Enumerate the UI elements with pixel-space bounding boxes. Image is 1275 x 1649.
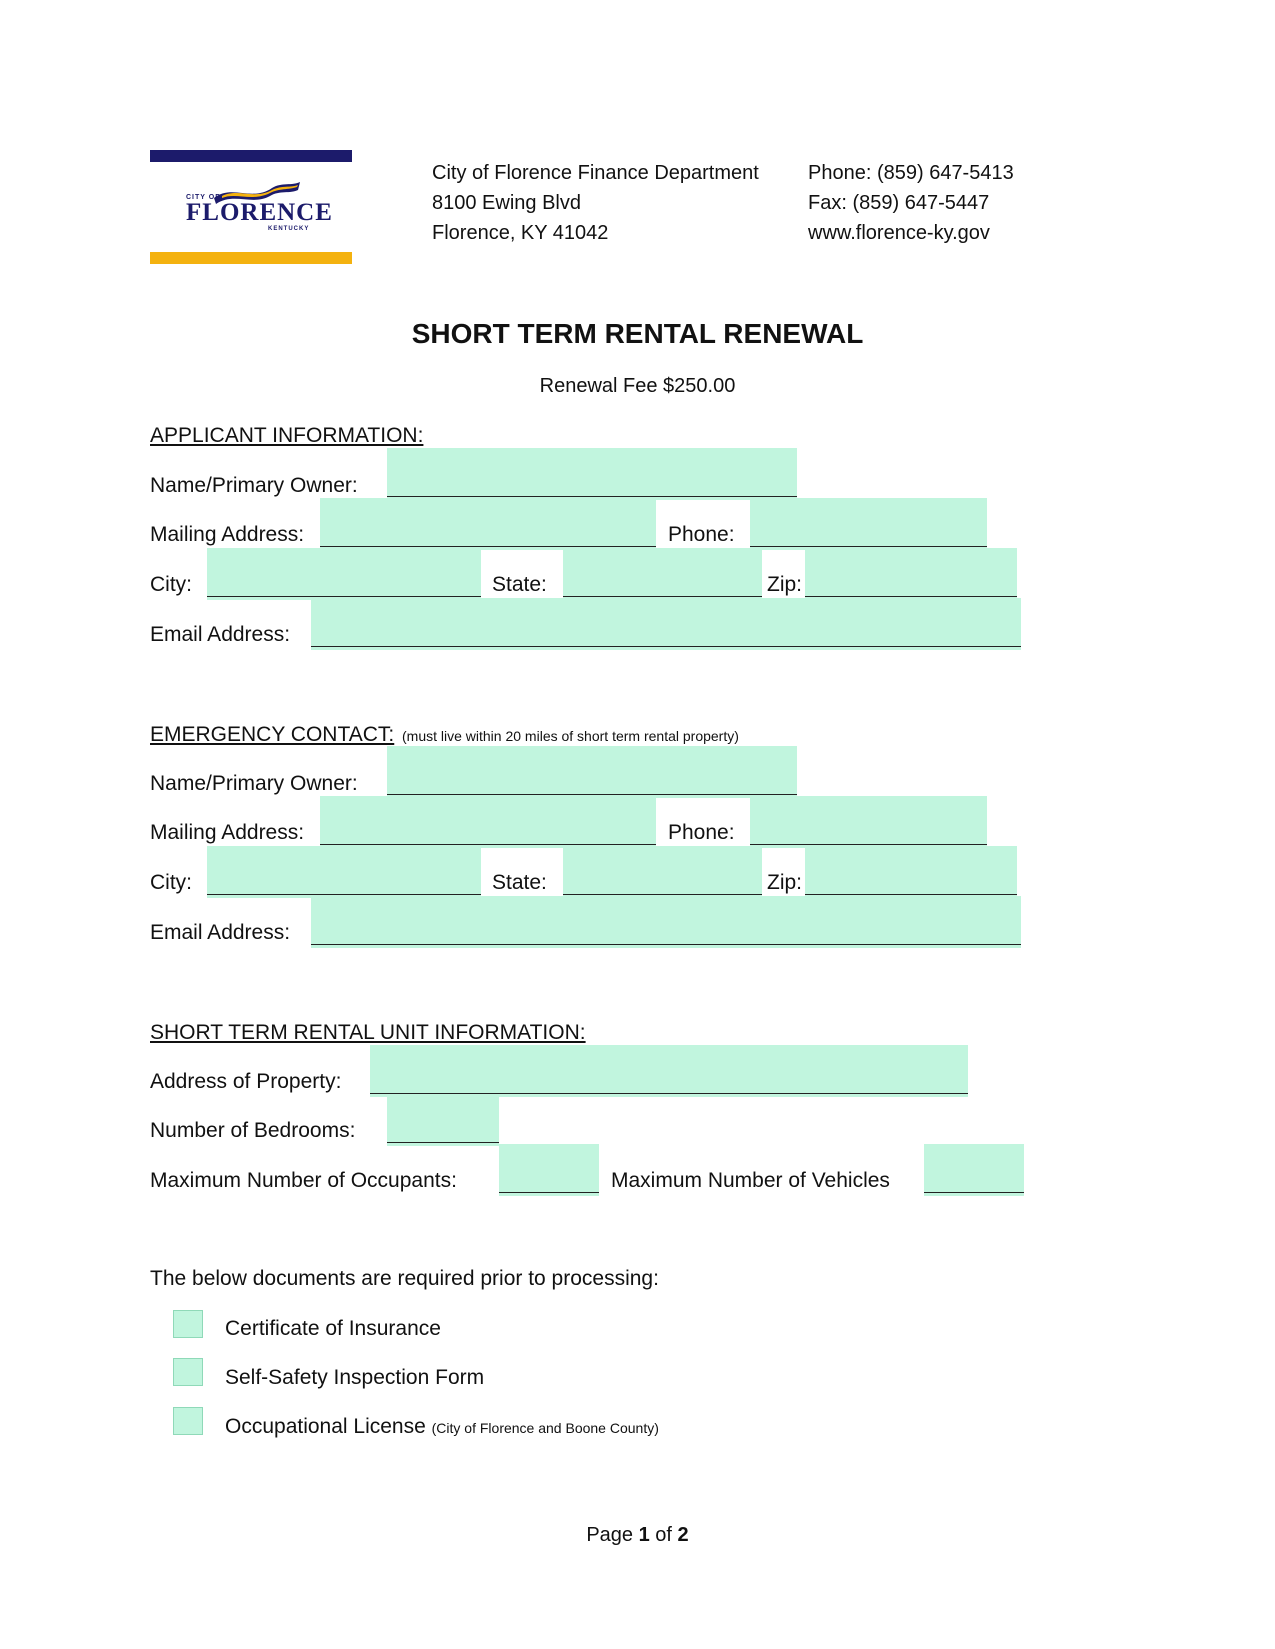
applicant-name-field[interactable] bbox=[387, 448, 797, 500]
bedrooms-field[interactable] bbox=[387, 1094, 499, 1146]
emergency-state-field[interactable] bbox=[563, 846, 762, 898]
emergency-note: (must live within 20 miles of short term rental property) bbox=[402, 728, 739, 744]
applicant-name-label: Name/Primary Owner: bbox=[150, 474, 358, 497]
applicant-heading: APPLICANT INFORMATION: bbox=[150, 424, 424, 447]
inspection-label: Self-Safety Inspection Form bbox=[225, 1366, 485, 1389]
vehicles-label: Maximum Number of Vehicles bbox=[611, 1169, 890, 1192]
license-note: (City of Florence and Boone County) bbox=[431, 1420, 659, 1436]
emergency-city-field[interactable] bbox=[207, 846, 481, 898]
emergency-zip-field[interactable] bbox=[805, 846, 1017, 898]
logo-city-of: CITY OF bbox=[186, 194, 221, 201]
page-indicator bbox=[0, 1524, 1275, 1547]
emergency-state-label: State: bbox=[492, 871, 547, 894]
inspection-checkbox[interactable] bbox=[173, 1358, 203, 1386]
applicant-city-label: City: bbox=[150, 573, 192, 596]
emergency-city-label: City: bbox=[150, 871, 192, 894]
city-logo bbox=[150, 150, 352, 264]
applicant-phone-field[interactable] bbox=[750, 498, 987, 550]
bedrooms-label: Number of Bedrooms: bbox=[150, 1119, 356, 1142]
insurance-checkbox[interactable] bbox=[173, 1310, 203, 1338]
page-total: 2 bbox=[677, 1524, 689, 1546]
emergency-email-field[interactable] bbox=[311, 896, 1021, 948]
street-address: 8100 Ewing Blvd bbox=[432, 192, 581, 214]
property-address-label: Address of Property: bbox=[150, 1070, 342, 1093]
applicant-email-label: Email Address: bbox=[150, 623, 291, 646]
applicant-mailing-field[interactable] bbox=[320, 498, 656, 550]
emergency-phone-label: Phone: bbox=[668, 821, 735, 844]
of-word: of bbox=[655, 1524, 672, 1546]
logo-state: KENTUCKY bbox=[268, 226, 310, 232]
emergency-mailing-label: Mailing Address: bbox=[150, 821, 305, 844]
logo-gold-bar bbox=[150, 252, 352, 264]
logo-navy-bar bbox=[150, 150, 352, 162]
applicant-mailing-label: Mailing Address: bbox=[150, 523, 305, 546]
emergency-zip-label: Zip: bbox=[767, 871, 803, 894]
logo-wordmark: FLORENCE bbox=[186, 199, 333, 226]
license-row bbox=[225, 1414, 659, 1441]
emergency-name-field[interactable] bbox=[387, 746, 797, 798]
vehicles-field[interactable] bbox=[924, 1144, 1024, 1196]
unit-heading: SHORT TERM RENTAL UNIT INFORMATION: bbox=[150, 1021, 586, 1044]
renewal-fee: Renewal Fee $250.00 bbox=[539, 375, 736, 397]
phone-number: Phone: (859) 647-5413 bbox=[808, 162, 1014, 184]
emergency-mailing-field[interactable] bbox=[320, 796, 656, 848]
website-link[interactable]: www.florence-ky.gov bbox=[808, 222, 990, 244]
page-current: 1 bbox=[638, 1524, 650, 1546]
applicant-zip-label: Zip: bbox=[767, 573, 803, 596]
applicant-zip-field[interactable] bbox=[805, 548, 1017, 600]
emergency-email-label: Email Address: bbox=[150, 921, 291, 944]
emergency-heading: EMERGENCY CONTACT: bbox=[150, 723, 395, 746]
department-name: City of Florence Finance Department bbox=[432, 162, 759, 184]
occupants-field[interactable] bbox=[499, 1144, 599, 1196]
applicant-email-field[interactable] bbox=[311, 598, 1021, 650]
emergency-name-label: Name/Primary Owner: bbox=[150, 772, 358, 795]
form-title: SHORT TERM RENTAL RENEWAL bbox=[411, 318, 864, 349]
occupants-label: Maximum Number of Occupants: bbox=[150, 1169, 457, 1192]
applicant-phone-label: Phone: bbox=[668, 523, 735, 546]
insurance-label: Certificate of Insurance bbox=[225, 1317, 441, 1340]
applicant-city-field[interactable] bbox=[207, 548, 481, 600]
property-address-field[interactable] bbox=[370, 1045, 968, 1097]
license-label: Occupational License bbox=[225, 1415, 426, 1438]
fax-number: Fax: (859) 647-5447 bbox=[808, 192, 990, 214]
city-state-zip: Florence, KY 41042 bbox=[432, 222, 609, 244]
documents-intro: The below documents are required prior to processing: bbox=[150, 1267, 659, 1290]
page-word: Page bbox=[586, 1524, 634, 1546]
applicant-state-field[interactable] bbox=[563, 548, 762, 600]
applicant-state-label: State: bbox=[492, 573, 547, 596]
emergency-phone-field[interactable] bbox=[750, 796, 987, 848]
license-checkbox[interactable] bbox=[173, 1407, 203, 1435]
